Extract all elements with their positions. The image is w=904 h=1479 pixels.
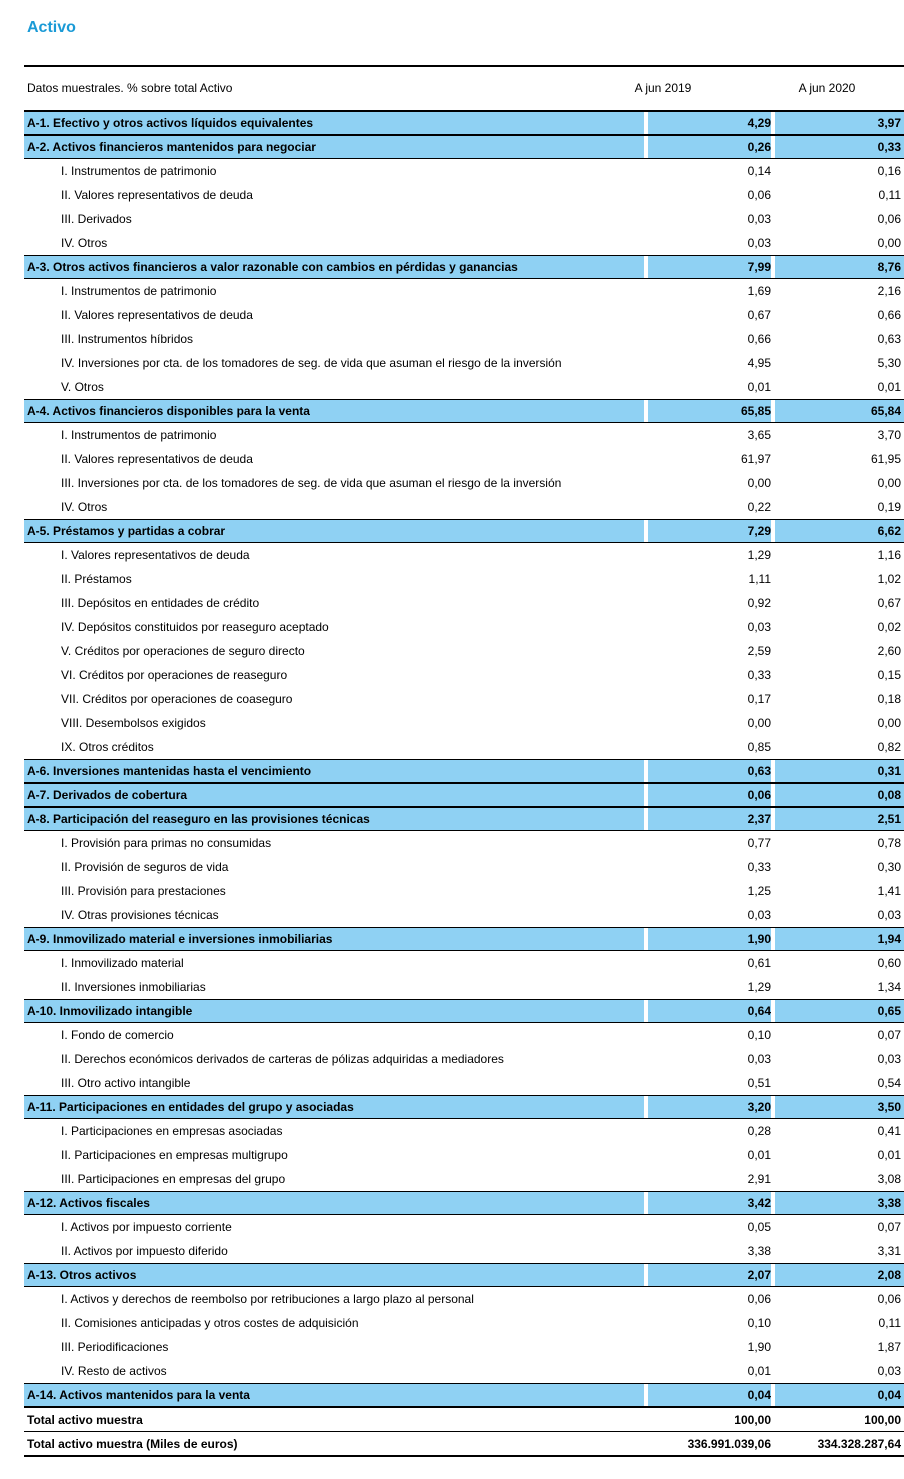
value-2020: 65,84	[870, 404, 901, 418]
row-label: II. Valores representativos de deuda	[61, 188, 253, 202]
value-2020: 3,50	[877, 1100, 901, 1114]
value-2020: 0,08	[877, 788, 901, 802]
table-row	[24, 1359, 904, 1383]
value-2019: 0,63	[747, 764, 771, 778]
value-2020: 1,94	[877, 932, 901, 946]
section-row	[24, 399, 904, 423]
table-row	[24, 1071, 904, 1095]
value-2020: 1,41	[877, 884, 901, 898]
value-2019: 4,29	[747, 116, 771, 130]
value-2019: 1,90	[747, 932, 771, 946]
row-label: II. Participaciones en empresas multigrupo	[61, 1148, 288, 1162]
page-title: Activo	[27, 19, 76, 36]
row-label: IV. Otros	[61, 500, 108, 514]
table-row	[24, 279, 904, 303]
header-col-2019: A jun 2019	[634, 81, 692, 95]
value-2020: 3,70	[877, 428, 901, 442]
value-2020: 0,06	[877, 1292, 901, 1306]
table-row	[24, 1023, 904, 1047]
value-2019: 2,37	[747, 812, 771, 826]
table-row	[24, 615, 904, 639]
row-label: I. Participaciones en empresas asociadas	[61, 1124, 283, 1138]
value-2020: 0,07	[877, 1028, 901, 1042]
row-label: A-14. Activos mantenidos para la venta	[27, 1388, 250, 1402]
section-row	[24, 783, 904, 807]
row-label: A-4. Activos financieros disponibles para la venta	[27, 404, 310, 418]
value-2019: 0,17	[747, 692, 771, 706]
value-2019: 0,01	[747, 1364, 771, 1378]
row-label: III. Inversiones por cta. de los tomadores de seg. de vida que asuman el riesgo de la inversión	[61, 476, 562, 490]
value-2019: 100,00	[734, 1413, 771, 1427]
row-label: I. Inmovilizado material	[61, 956, 184, 970]
value-2020: 0,18	[877, 692, 901, 706]
table-row	[24, 327, 904, 351]
table-row	[24, 951, 904, 975]
row-label: VIII. Desembolsos exigidos	[61, 716, 206, 730]
value-2020: 1,02	[877, 572, 901, 586]
value-2020: 0,03	[877, 908, 901, 922]
section-row	[24, 111, 904, 135]
row-label: IX. Otros créditos	[61, 740, 154, 754]
value-2019: 0,06	[747, 188, 771, 202]
row-label: I. Provisión para primas no consumidas	[61, 836, 272, 850]
value-2019: 7,99	[747, 260, 771, 274]
row-label: A-1. Efectivo y otros activos líquidos equivalentes	[27, 116, 314, 130]
value-2020: 0,04	[877, 1388, 901, 1402]
value-2019: 1,69	[747, 284, 771, 298]
value-2020: 0,67	[877, 596, 901, 610]
value-2020: 0,19	[877, 500, 901, 514]
value-2019: 0,10	[747, 1316, 771, 1330]
value-2019: 4,95	[747, 356, 771, 370]
row-label: IV. Depósitos constituidos por reaseguro aceptado	[61, 620, 329, 634]
table-row	[24, 495, 904, 519]
value-2019: 65,85	[740, 404, 771, 418]
row-label: I. Valores representativos de deuda	[61, 548, 250, 562]
row-label: III. Instrumentos híbridos	[61, 332, 194, 346]
row-label: IV. Inversiones por cta. de los tomadores de seg. de vida que asuman el riesgo de la inversión	[61, 356, 562, 370]
value-2019: 0,00	[747, 716, 771, 730]
value-2019: 0,33	[747, 860, 771, 874]
table-row	[24, 447, 904, 471]
value-2019: 2,59	[747, 644, 771, 658]
section-row	[24, 1263, 904, 1287]
value-2020: 0,16	[877, 164, 901, 178]
section-row	[24, 759, 904, 783]
data-table	[24, 110, 904, 1457]
value-2020: 0,06	[877, 212, 901, 226]
value-2020: 0,31	[877, 764, 901, 778]
value-2020: 0,41	[877, 1124, 901, 1138]
table-row	[24, 207, 904, 231]
row-label: A-8. Participación del reaseguro en las provisiones técnicas	[27, 812, 370, 826]
value-2020: 0,02	[877, 620, 901, 634]
row-label: II. Provisión de seguros de vida	[61, 860, 229, 874]
table-row	[24, 663, 904, 687]
section-row	[24, 807, 904, 831]
row-label: I. Instrumentos de patrimonio	[61, 164, 217, 178]
row-label: I. Instrumentos de patrimonio	[61, 284, 217, 298]
value-2020: 0,65	[877, 1004, 901, 1018]
value-2019: 0,03	[747, 908, 771, 922]
value-2019: 7,29	[747, 524, 771, 538]
row-label: A-10. Inmovilizado intangible	[27, 1004, 193, 1018]
header-col-2020: A jun 2020	[798, 81, 856, 95]
table-row	[24, 1047, 904, 1071]
row-label: I. Activos por impuesto corriente	[61, 1220, 232, 1234]
section-row	[24, 927, 904, 951]
row-label: III. Participaciones en empresas del grupo	[61, 1172, 286, 1186]
header-label: Datos muestrales. % sobre total Activo	[27, 81, 233, 95]
value-2019: 1,29	[747, 548, 771, 562]
table-row	[24, 735, 904, 759]
section-row	[24, 1095, 904, 1119]
value-2020: 0,30	[877, 860, 901, 874]
row-label: A-5. Préstamos y partidas a cobrar	[27, 524, 226, 538]
value-2019: 0,51	[747, 1076, 771, 1090]
row-label: III. Otro activo intangible	[61, 1076, 191, 1090]
value-2020: 6,62	[877, 524, 901, 538]
value-2019: 0,61	[747, 956, 771, 970]
row-label: II. Valores representativos de deuda	[61, 452, 253, 466]
value-2019: 0,05	[747, 1220, 771, 1234]
row-label: III. Derivados	[61, 212, 132, 226]
value-2019: 0,03	[747, 620, 771, 634]
row-label: A-6. Inversiones mantenidas hasta el vencimiento	[27, 764, 312, 778]
table-row	[24, 303, 904, 327]
table-row	[24, 903, 904, 927]
value-2020: 0,00	[877, 236, 901, 250]
row-label: III. Periodificaciones	[61, 1340, 169, 1354]
value-2019: 0,67	[747, 308, 771, 322]
value-2020: 0,00	[877, 476, 901, 490]
value-2019: 0,00	[747, 476, 771, 490]
row-label: II. Préstamos	[61, 572, 132, 586]
value-2020: 334.328.287,64	[817, 1437, 901, 1451]
row-label: III. Depósitos en entidades de crédito	[61, 596, 260, 610]
table-row	[24, 1335, 904, 1359]
row-label: VII. Créditos por operaciones de coaseguro	[61, 692, 293, 706]
value-2020: 2,51	[877, 812, 901, 826]
table-row	[24, 1167, 904, 1191]
row-label: A-3. Otros activos financieros a valor razonable con cambios en pérdidas y ganancias	[27, 260, 518, 274]
table-row	[24, 351, 904, 375]
value-2019: 3,42	[747, 1196, 771, 1210]
row-label: Total activo muestra (Miles de euros)	[27, 1437, 238, 1451]
row-label: IV. Resto de activos	[61, 1364, 167, 1378]
table-row	[24, 687, 904, 711]
row-label: A-2. Activos financieros mantenidos para negociar	[27, 140, 316, 154]
table-row	[24, 159, 904, 183]
value-2019: 1,11	[748, 572, 771, 586]
row-label: VI. Créditos por operaciones de reaseguro	[61, 668, 288, 682]
table-row	[24, 639, 904, 663]
total-row	[24, 1431, 904, 1455]
value-2019: 0,33	[747, 668, 771, 682]
value-2019: 0,06	[747, 1292, 771, 1306]
value-2020: 0,11	[878, 1316, 901, 1330]
row-label: I. Fondo de comercio	[61, 1028, 174, 1042]
value-2020: 2,08	[877, 1268, 901, 1282]
table-row	[24, 591, 904, 615]
row-label: II. Derechos económicos derivados de carteras de pólizas adquiridas a mediadores	[61, 1052, 504, 1066]
value-2019: 0,85	[747, 740, 771, 754]
value-2020: 0,03	[877, 1364, 901, 1378]
value-2020: 0,54	[877, 1076, 901, 1090]
value-2020: 1,87	[877, 1340, 901, 1354]
value-2020: 2,16	[877, 284, 901, 298]
row-label: V. Créditos por operaciones de seguro directo	[61, 644, 305, 658]
value-2020: 0,07	[877, 1220, 901, 1234]
row-label: IV. Otros	[61, 236, 108, 250]
value-2019: 0,14	[747, 164, 771, 178]
value-2019: 2,91	[747, 1172, 771, 1186]
value-2020: 3,08	[877, 1172, 901, 1186]
value-2019: 0,77	[747, 836, 771, 850]
row-label: IV. Otras provisiones técnicas	[61, 908, 219, 922]
value-2019: 0,03	[747, 1052, 771, 1066]
value-2020: 0,66	[877, 308, 901, 322]
value-2020: 0,03	[877, 1052, 901, 1066]
table-bottom-rule	[24, 1455, 904, 1457]
table-header	[24, 67, 904, 109]
value-2019: 0,03	[747, 212, 771, 226]
value-2020: 0,63	[877, 332, 901, 346]
table-row	[24, 711, 904, 735]
value-2019: 1,25	[747, 884, 771, 898]
value-2020: 0,00	[877, 716, 901, 730]
section-row	[24, 1191, 904, 1215]
value-2020: 3,97	[877, 116, 901, 130]
value-2019: 0,06	[747, 788, 771, 802]
section-row	[24, 1383, 904, 1407]
value-2020: 0,11	[878, 188, 901, 202]
row-label: II. Comisiones anticipadas y otros costes de adquisición	[61, 1316, 359, 1330]
value-2020: 0,82	[877, 740, 901, 754]
value-2020: 100,00	[864, 1413, 901, 1427]
row-label: A-7. Derivados de cobertura	[27, 788, 188, 802]
value-2019: 3,38	[747, 1244, 771, 1258]
section-row	[24, 999, 904, 1023]
section-row	[24, 135, 904, 159]
row-label: II. Valores representativos de deuda	[61, 308, 253, 322]
row-label: A-11. Participaciones en entidades del grupo y asociadas	[27, 1100, 354, 1114]
table-row	[24, 831, 904, 855]
table-row	[24, 375, 904, 399]
table-row	[24, 1239, 904, 1263]
value-2020: 0,15	[877, 668, 901, 682]
section-row	[24, 255, 904, 279]
value-2019: 2,07	[747, 1268, 771, 1282]
value-2019: 0,03	[747, 236, 771, 250]
value-2019: 0,66	[747, 332, 771, 346]
row-label: II. Activos por impuesto diferido	[61, 1244, 228, 1258]
table-row	[24, 1311, 904, 1335]
value-2020: 0,01	[877, 380, 901, 394]
table-row	[24, 543, 904, 567]
value-2019: 3,20	[747, 1100, 771, 1114]
value-2019: 0,01	[747, 1148, 771, 1162]
value-2020: 0,33	[877, 140, 901, 154]
value-2019: 0,22	[747, 500, 771, 514]
value-2019: 61,97	[740, 452, 771, 466]
value-2020: 0,78	[877, 836, 901, 850]
value-2019: 336.991.039,06	[687, 1437, 771, 1451]
table-row	[24, 879, 904, 903]
value-2019: 0,04	[747, 1388, 771, 1402]
value-2019: 1,90	[747, 1340, 771, 1354]
row-label: V. Otros	[61, 380, 104, 394]
table-row	[24, 471, 904, 495]
value-2019: 1,29	[747, 980, 771, 994]
section-row	[24, 519, 904, 543]
table-row	[24, 975, 904, 999]
value-2019: 0,92	[747, 596, 771, 610]
value-2020: 0,01	[877, 1148, 901, 1162]
table-row	[24, 1143, 904, 1167]
value-2020: 0,60	[877, 956, 901, 970]
table-row	[24, 1215, 904, 1239]
table-row	[24, 183, 904, 207]
row-label: I. Activos y derechos de reembolso por retribuciones a largo plazo al personal	[61, 1292, 474, 1306]
row-label: II. Inversiones inmobiliarias	[61, 980, 206, 994]
value-2019: 0,26	[747, 140, 771, 154]
total-row	[24, 1407, 904, 1431]
value-2020: 2,60	[877, 644, 901, 658]
value-2020: 3,31	[877, 1244, 901, 1258]
value-2020: 8,76	[877, 260, 901, 274]
table-row	[24, 231, 904, 255]
value-2019: 0,28	[747, 1124, 771, 1138]
value-2019: 0,01	[747, 380, 771, 394]
value-2020: 5,30	[877, 356, 901, 370]
value-2020: 1,34	[877, 980, 901, 994]
row-label: A-13. Otros activos	[27, 1268, 137, 1282]
row-label: Total activo muestra	[27, 1413, 143, 1427]
value-2020: 1,16	[877, 548, 901, 562]
value-2019: 0,64	[747, 1004, 771, 1018]
row-label: A-12. Activos fiscales	[27, 1196, 150, 1210]
table-row	[24, 567, 904, 591]
row-label: III. Provisión para prestaciones	[61, 884, 226, 898]
table-row	[24, 1287, 904, 1311]
row-label: I. Instrumentos de patrimonio	[61, 428, 217, 442]
table-row	[24, 855, 904, 879]
value-2019: 3,65	[747, 428, 771, 442]
table-row	[24, 423, 904, 447]
value-2020: 61,95	[870, 452, 901, 466]
value-2019: 0,10	[747, 1028, 771, 1042]
table-row	[24, 1119, 904, 1143]
value-2020: 3,38	[877, 1196, 901, 1210]
row-label: A-9. Inmovilizado material e inversiones inmobiliarias	[27, 932, 333, 946]
